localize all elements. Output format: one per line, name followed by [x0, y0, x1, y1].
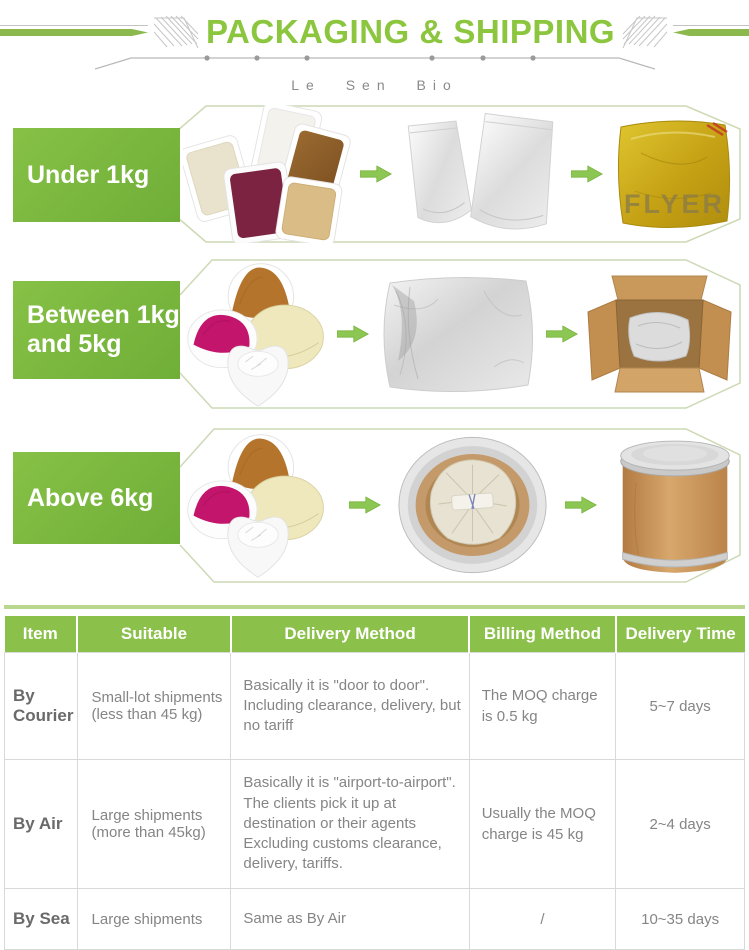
table-row-by-courier: [5, 653, 745, 760]
arrow-right-icon: [337, 323, 369, 345]
hatch-left-icon: [154, 14, 200, 50]
brand-subtitle: Le Sen Bio: [291, 77, 458, 93]
right-rule-decoration: [673, 25, 749, 39]
table-header-row: [5, 616, 745, 653]
carton-box-image: [582, 270, 737, 398]
hatch-right-icon: [621, 14, 667, 50]
item-cell: By Courier: [5, 653, 78, 760]
tier-label-under-1kg: Under 1kg: [13, 128, 180, 222]
shipping-table: [4, 616, 745, 950]
dotted-rule: [95, 54, 655, 74]
arrow-right-icon: [349, 494, 381, 516]
delivery-method-cell: Basically it is "airport-to-airport". The clients pick it up at destination or their agents Excluding customs clearance, delivery, tariffs.: [231, 760, 469, 889]
tier-label-above-6kg: Above 6kg: [13, 452, 180, 544]
shipping-table-section: [4, 605, 745, 950]
col-header-suitable: Suitable: [77, 616, 231, 653]
billing-method-cell: /: [469, 889, 616, 950]
col-header-item: Item: [5, 616, 78, 653]
col-header-billing-method: Billing Method: [469, 616, 616, 653]
suitable-cell: Large shipments (more than 45kg): [77, 760, 231, 889]
delivery-time-cell: 2~4 days: [616, 760, 745, 889]
delivery-method-cell: Basically it is "door to door". Including clearance, delivery, but no tariff: [231, 653, 469, 760]
delivery-time-cell: 5~7 days: [616, 653, 745, 760]
left-rule-decoration: [0, 25, 148, 39]
arrow-right-icon: [360, 163, 392, 185]
table-top-rule: [4, 605, 745, 609]
table-row-by-sea: [5, 889, 745, 950]
drum-liner-top-image: [397, 435, 549, 575]
page-title: PACKAGING & SHIPPING: [206, 13, 616, 50]
col-header-delivery-time: Delivery Time: [616, 616, 745, 653]
powder-bowls-image: [183, 429, 333, 581]
powder-sachets-image: [183, 105, 351, 243]
suitable-cell: Small-lot shipments (less than 45 kg): [77, 653, 231, 760]
item-cell: By Sea: [5, 889, 78, 950]
billing-method-cell: The MOQ charge is 0.5 kg: [469, 653, 616, 760]
billing-method-cell: Usually the MOQ charge is 45 kg: [469, 760, 616, 889]
tier-above-6kg: [0, 423, 749, 587]
delivery-time-cell: 10~35 days: [616, 889, 745, 950]
item-cell: By Air: [5, 760, 78, 889]
foil-pouches-image: [400, 109, 562, 239]
header: [0, 0, 749, 93]
arrow-right-icon: [565, 494, 597, 516]
delivery-method-cell: Same as By Air: [231, 889, 469, 950]
fiber-drum-image: [613, 431, 737, 579]
powder-bowls-image: [183, 258, 333, 410]
arrow-right-icon: [546, 323, 578, 345]
tier-between-1kg-5kg: [0, 255, 749, 413]
tier-label-between-1kg-5kg: Between 1kg and 5kg: [13, 281, 180, 379]
col-header-delivery-method: Delivery Method: [231, 616, 469, 653]
tier-under-1kg: [0, 103, 749, 245]
foil-vacuum-bag-image: [374, 271, 542, 397]
arrow-right-icon: [571, 163, 603, 185]
table-row-by-air: [5, 760, 745, 889]
suitable-cell: Large shipments: [77, 889, 231, 950]
flyer-text: FLYER: [624, 189, 726, 219]
flyer-mailer-image: [611, 113, 737, 235]
